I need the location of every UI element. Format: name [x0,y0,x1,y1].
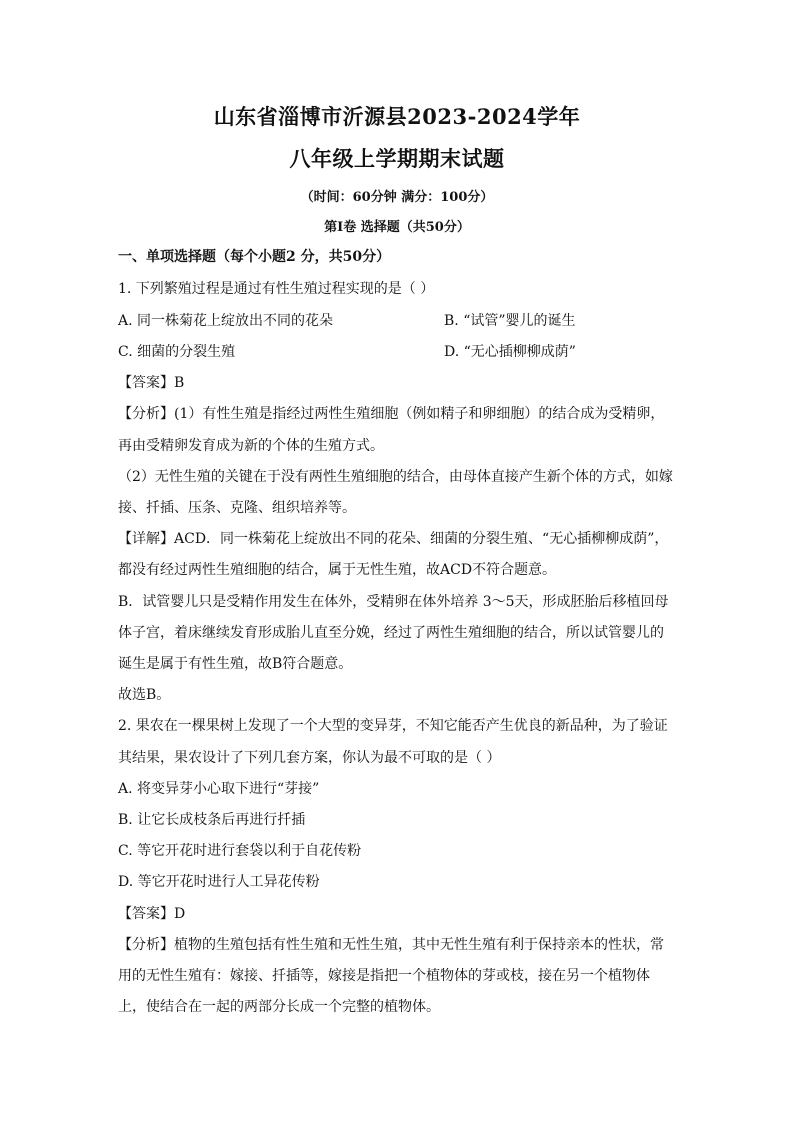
q2-option-b: B. 让它长成枝条后再进行扦插 [118,812,306,828]
q2-analysis-line: 上，使结合在一起的两部分长成一个完整的植物体。 [118,999,440,1015]
q2-stem: 2. 果农在一棵果树上发现了一个大型的变异芽，不知它能否产生优良的新品种，为了验证 [118,718,668,734]
q1-option-c: C. 细菌的分裂生殖 [118,344,236,360]
section-title: 第Ⅰ卷 选择题（共50分） [324,220,470,235]
q2-answer: 【答案】D [118,906,186,922]
q2-option-d: D. 等它开花时进行人工异花传粉 [118,874,320,890]
q2-stem: 其结果，果农设计了下列几套方案，你认为最不可取的是（ ） [118,750,501,766]
exam-info: （时间：60分钟 满分：100分） [300,190,494,205]
q1-answer: 【答案】B [118,375,185,391]
q1-detail-line: B．试管婴儿只是受精作用发生在体外，受精卵在体外培养 3～5天，形成胚胎后移植回母 [118,594,669,610]
q1-analysis-line: （2）无性生殖的关键在于没有两性生殖细胞的结合，由母体直接产生新个体的方式，如嫁 [118,469,673,485]
q2-option-a: A. 将变异芽小心取下进行“芽接” [118,781,320,797]
part-heading: 一、单项选择题（每个小题2 分，共50分） [118,249,391,265]
q1-option-a: A. 同一株菊花上绽放出不同的花朵 [118,313,334,329]
q1-option-b: B. “试管”婴儿的诞生 [444,313,576,329]
document-subtitle: 八年级上学期期末试题 [289,146,505,171]
q2-analysis-line: 【分析】植物的生殖包括有性生殖和无性生殖，其中无性生殖有利于保持亲本的性状，常 [118,937,664,953]
q1-detail-line: 诞生是属于有性生殖，故B符合题意。 [118,656,353,672]
q1-detail-line: 体子宫，着床继续发育形成胎儿直至分娩，经过了两性生殖细胞的结合，所以试管婴儿的 [118,625,664,641]
q1-analysis-line: 接、扦插、压条、克隆、组织培养等。 [118,500,356,516]
q1-conclusion: 故选B。 [118,687,171,703]
q1-option-d: D. “无心插柳柳成荫” [444,344,576,360]
q1-analysis-line: 再由受精卵发育成为新的个体的生殖方式。 [118,438,384,454]
q1-detail-line: 【详解】ACD．同一株菊花上绽放出不同的花朵、细菌的分裂生殖、“无心插柳柳成荫”， [118,531,669,547]
q1-stem: 1. 下列繁殖过程是通过有性生殖过程实现的是（ ） [118,281,435,297]
q1-analysis-line: 【分析】(1）有性生殖是指经过两性生殖细胞（例如精子和卵细胞）的结合成为受精卵， [118,406,665,422]
q2-option-c: C. 等它开花时进行套袋以利于自花传粉 [118,843,362,859]
q1-detail-line: 都没有经过两性生殖细胞的结合，属于无性生殖，故ACD不符合题意。 [118,562,557,578]
document-title: 山东省淄博市沂源县2023-2024学年 [213,104,581,129]
q2-analysis-line: 用的无性生殖有：嫁接、扦插等，嫁接是指把一个植物体的芽或枝，接在另一个植物体 [118,968,650,984]
